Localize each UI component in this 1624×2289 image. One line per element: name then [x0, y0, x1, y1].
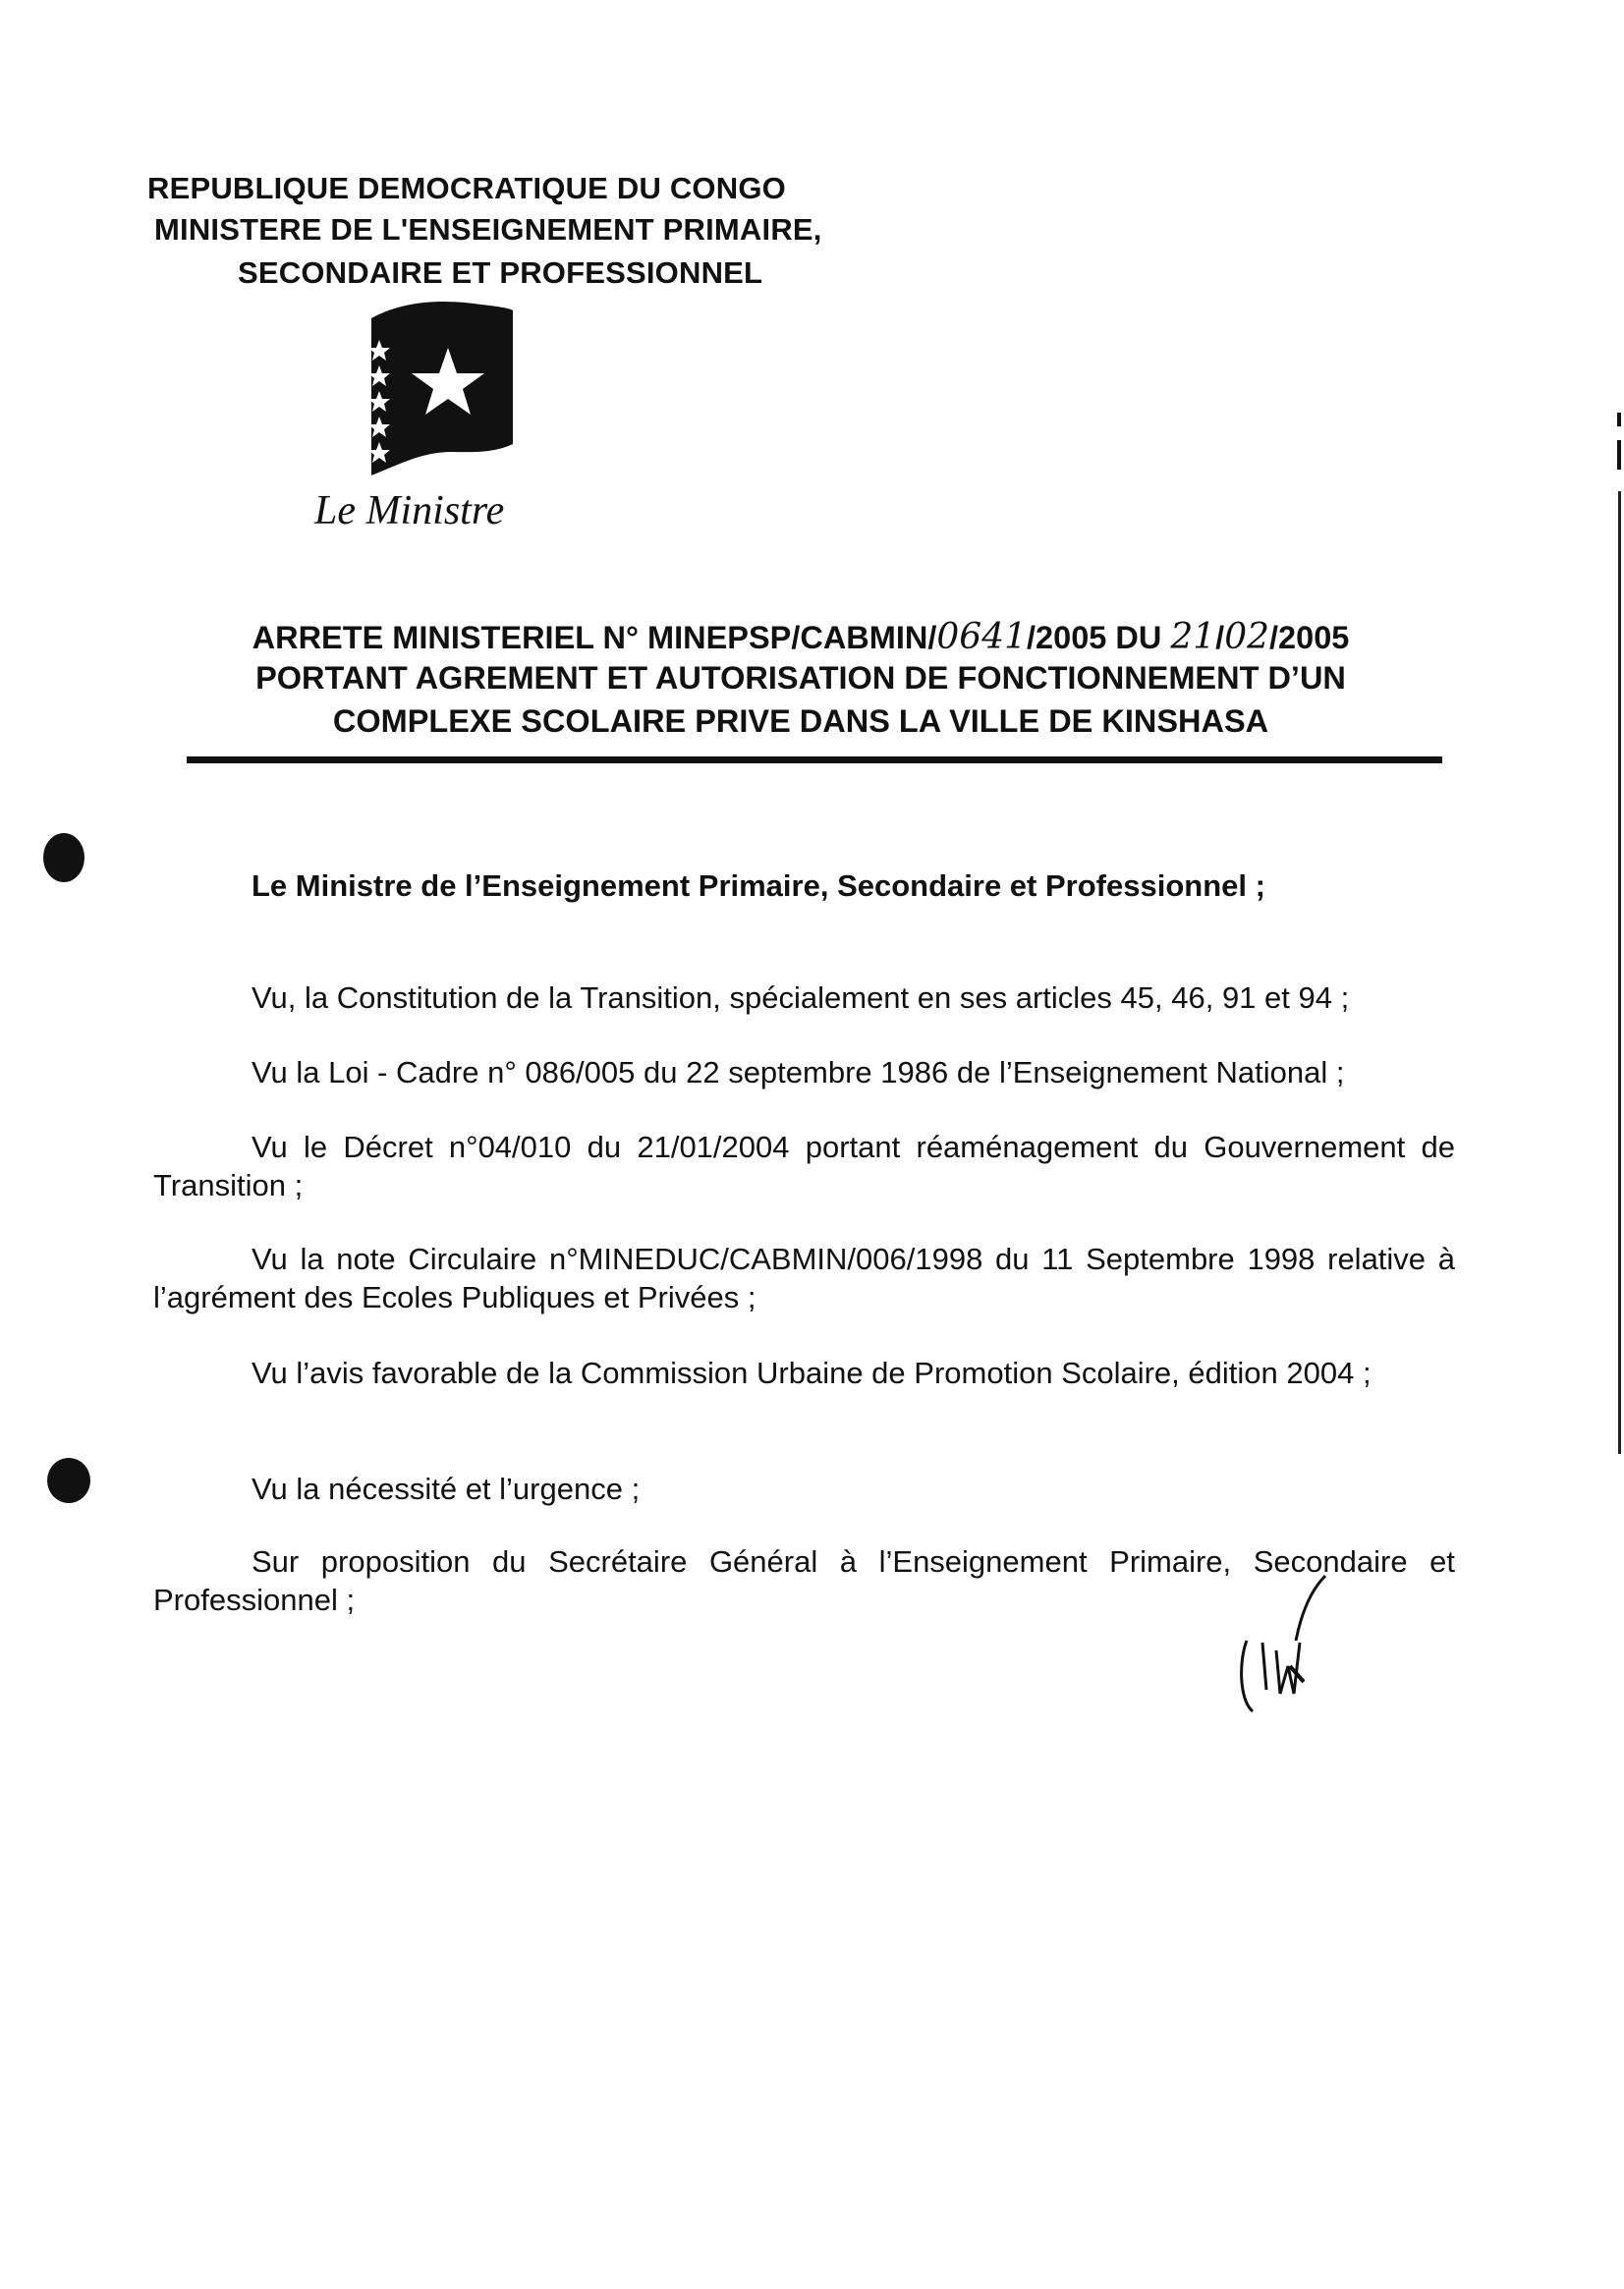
- scan-edge-mark: [1617, 413, 1621, 426]
- handwritten-initials-signature: [1233, 1572, 1351, 1719]
- decree-number-suffix: /2005 DU: [1027, 620, 1171, 655]
- scan-edge-line: [1618, 491, 1621, 1454]
- decree-title-line-3: COMPLEXE SCOLAIRE PRIVE DANS LA VILLE DE KINSHASA: [332, 703, 1269, 739]
- minister-heading: Le Ministre de l’Enseignement Primaire, Secondaire et Professionnel ;: [252, 868, 1265, 903]
- flag-star-emblem-icon: [364, 297, 521, 483]
- minister-subtitle: Le Ministre: [314, 488, 505, 533]
- preamble-vu-5: Vu l’avis favorable de la Commission Urbaine de Promotion Scolaire, édition 2004 ;: [252, 1356, 1372, 1390]
- binder-hole-mark: [43, 833, 84, 882]
- title-underline-divider: [187, 756, 1442, 763]
- decree-month-handwritten: 02: [1224, 617, 1270, 657]
- decree-number-prefix: ARRETE MINISTERIEL N° MINEPSP/CABMIN/: [252, 620, 937, 655]
- decree-title-line-2: PORTANT AGREMENT ET AUTORISATION DE FONCTIONNEMENT D’UN: [255, 660, 1346, 696]
- preamble-vu-3: Vu le Décret n°04/010 du 21/01/2004 portant réaménagement du Gouvernement de Transition ;: [153, 1130, 1455, 1202]
- scan-edge-mark: [1617, 440, 1621, 470]
- binder-hole-mark: [47, 1458, 90, 1503]
- date-separator: /: [1215, 620, 1225, 655]
- letterhead-line-3: SECONDAIRE ET PROFESSIONNEL: [238, 255, 763, 290]
- decree-title-line-1: [147, 617, 1454, 657]
- preamble-vu-1: Vu, la Constitution de la Transition, spécialement en ses articles 45, 46, 91 et 94 ;: [252, 980, 1350, 1015]
- letterhead-line-2: MINISTERE DE L'ENSEIGNEMENT PRIMAIRE,: [154, 212, 822, 247]
- letterhead-line-1: REPUBLIQUE DEMOCRATIQUE DU CONGO: [147, 171, 786, 205]
- preamble-vu-6: Vu la nécessité et l’urgence ;: [252, 1472, 641, 1506]
- preamble-vu-7: Sur proposition du Secrétaire Général à l’Enseignement Primaire, Secondaire et Professionnel ;: [153, 1544, 1455, 1617]
- preamble-vu-2: Vu la Loi - Cadre n° 086/005 du 22 septembre 1986 de l’Enseignement National ;: [252, 1055, 1345, 1089]
- preamble-vu-4: Vu la note Circulaire n°MINEDUC/CABMIN/006/1998 du 11 Septembre 1998 relative à l’agrément des Ecoles Publiques et Privées ;: [153, 1242, 1455, 1314]
- decree-number-handwritten: 0641: [936, 617, 1028, 657]
- decree-day-handwritten: 21: [1170, 617, 1216, 657]
- decree-year: /2005: [1269, 620, 1350, 655]
